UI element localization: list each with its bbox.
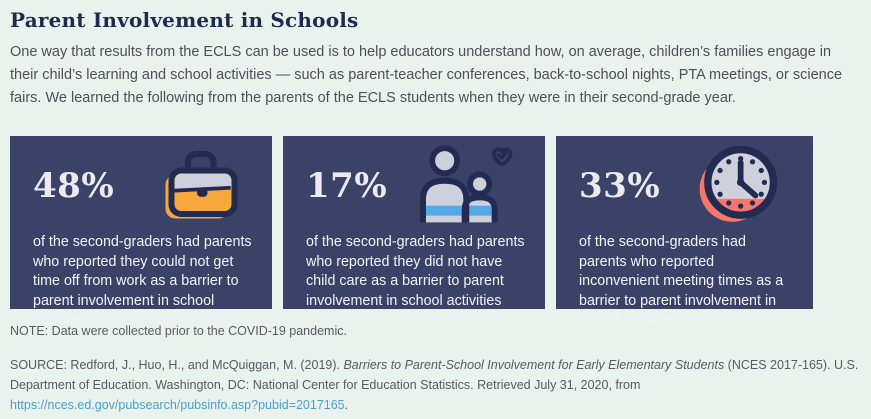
note-text: NOTE: Data were collected prior to the COVID-19 pandemic.: [10, 324, 347, 338]
source-citation: [10, 355, 861, 415]
parent-child-icon: [411, 144, 515, 229]
clock-icon: [695, 143, 783, 230]
source-prefix: SOURCE: Redford, J., Huo, H., and McQuiggan, M. (2019).: [10, 358, 344, 372]
stat-value: 17%: [306, 166, 388, 206]
card-top: [579, 148, 793, 224]
stat-value: 33%: [579, 166, 661, 206]
stat-card-time-off-work: [10, 136, 272, 328]
source-link[interactable]: https://nces.ed.gov/pubsearch/pubsinfo.asp?pubid=2017165: [10, 398, 345, 412]
card-top: [33, 148, 252, 224]
source-mid: (NCES 2017-165). U.S. Department of Education. Washington, DC: National Center for Education Statistics. Retrieved July 31, 2020, from: [10, 358, 859, 392]
stat-description: of the second-graders had parents who reported they could not get time off from work as a barrier to parent involvement in school activities: [33, 234, 252, 328]
stat-value: 48%: [33, 166, 115, 206]
intro-paragraph: One way that results from the ECLS can be used is to help educators understand how, on average, children’s families engage in their child’s learning and school activities — such as parent-teacher conferences, back-to-school nights, PTA meetings, or science fairs. We learned the following from the parents of the ECLS students when they were in their second-grade year.: [10, 44, 843, 106]
page-title: Parent Involvement in Schools: [10, 8, 359, 32]
heart-check-icon: [494, 149, 511, 164]
stat-description: of the second-graders had parents who reported they did not have child care as a barrier to parent involvement in school activities: [306, 234, 525, 309]
source-report-title: Barriers to Parent-School Involvement for Early Elementary Students: [343, 358, 725, 372]
briefcase-icon: [158, 148, 242, 225]
stat-card-meeting-times: [556, 136, 813, 328]
card-top: [306, 148, 525, 224]
stat-card-child-care: [283, 136, 545, 309]
stat-cards-row: [10, 136, 861, 328]
source-end: .: [344, 398, 349, 412]
stat-description: of the second-graders had parents who reported inconvenient meeting times as a barrier to parent involvement in school activities: [579, 234, 784, 328]
